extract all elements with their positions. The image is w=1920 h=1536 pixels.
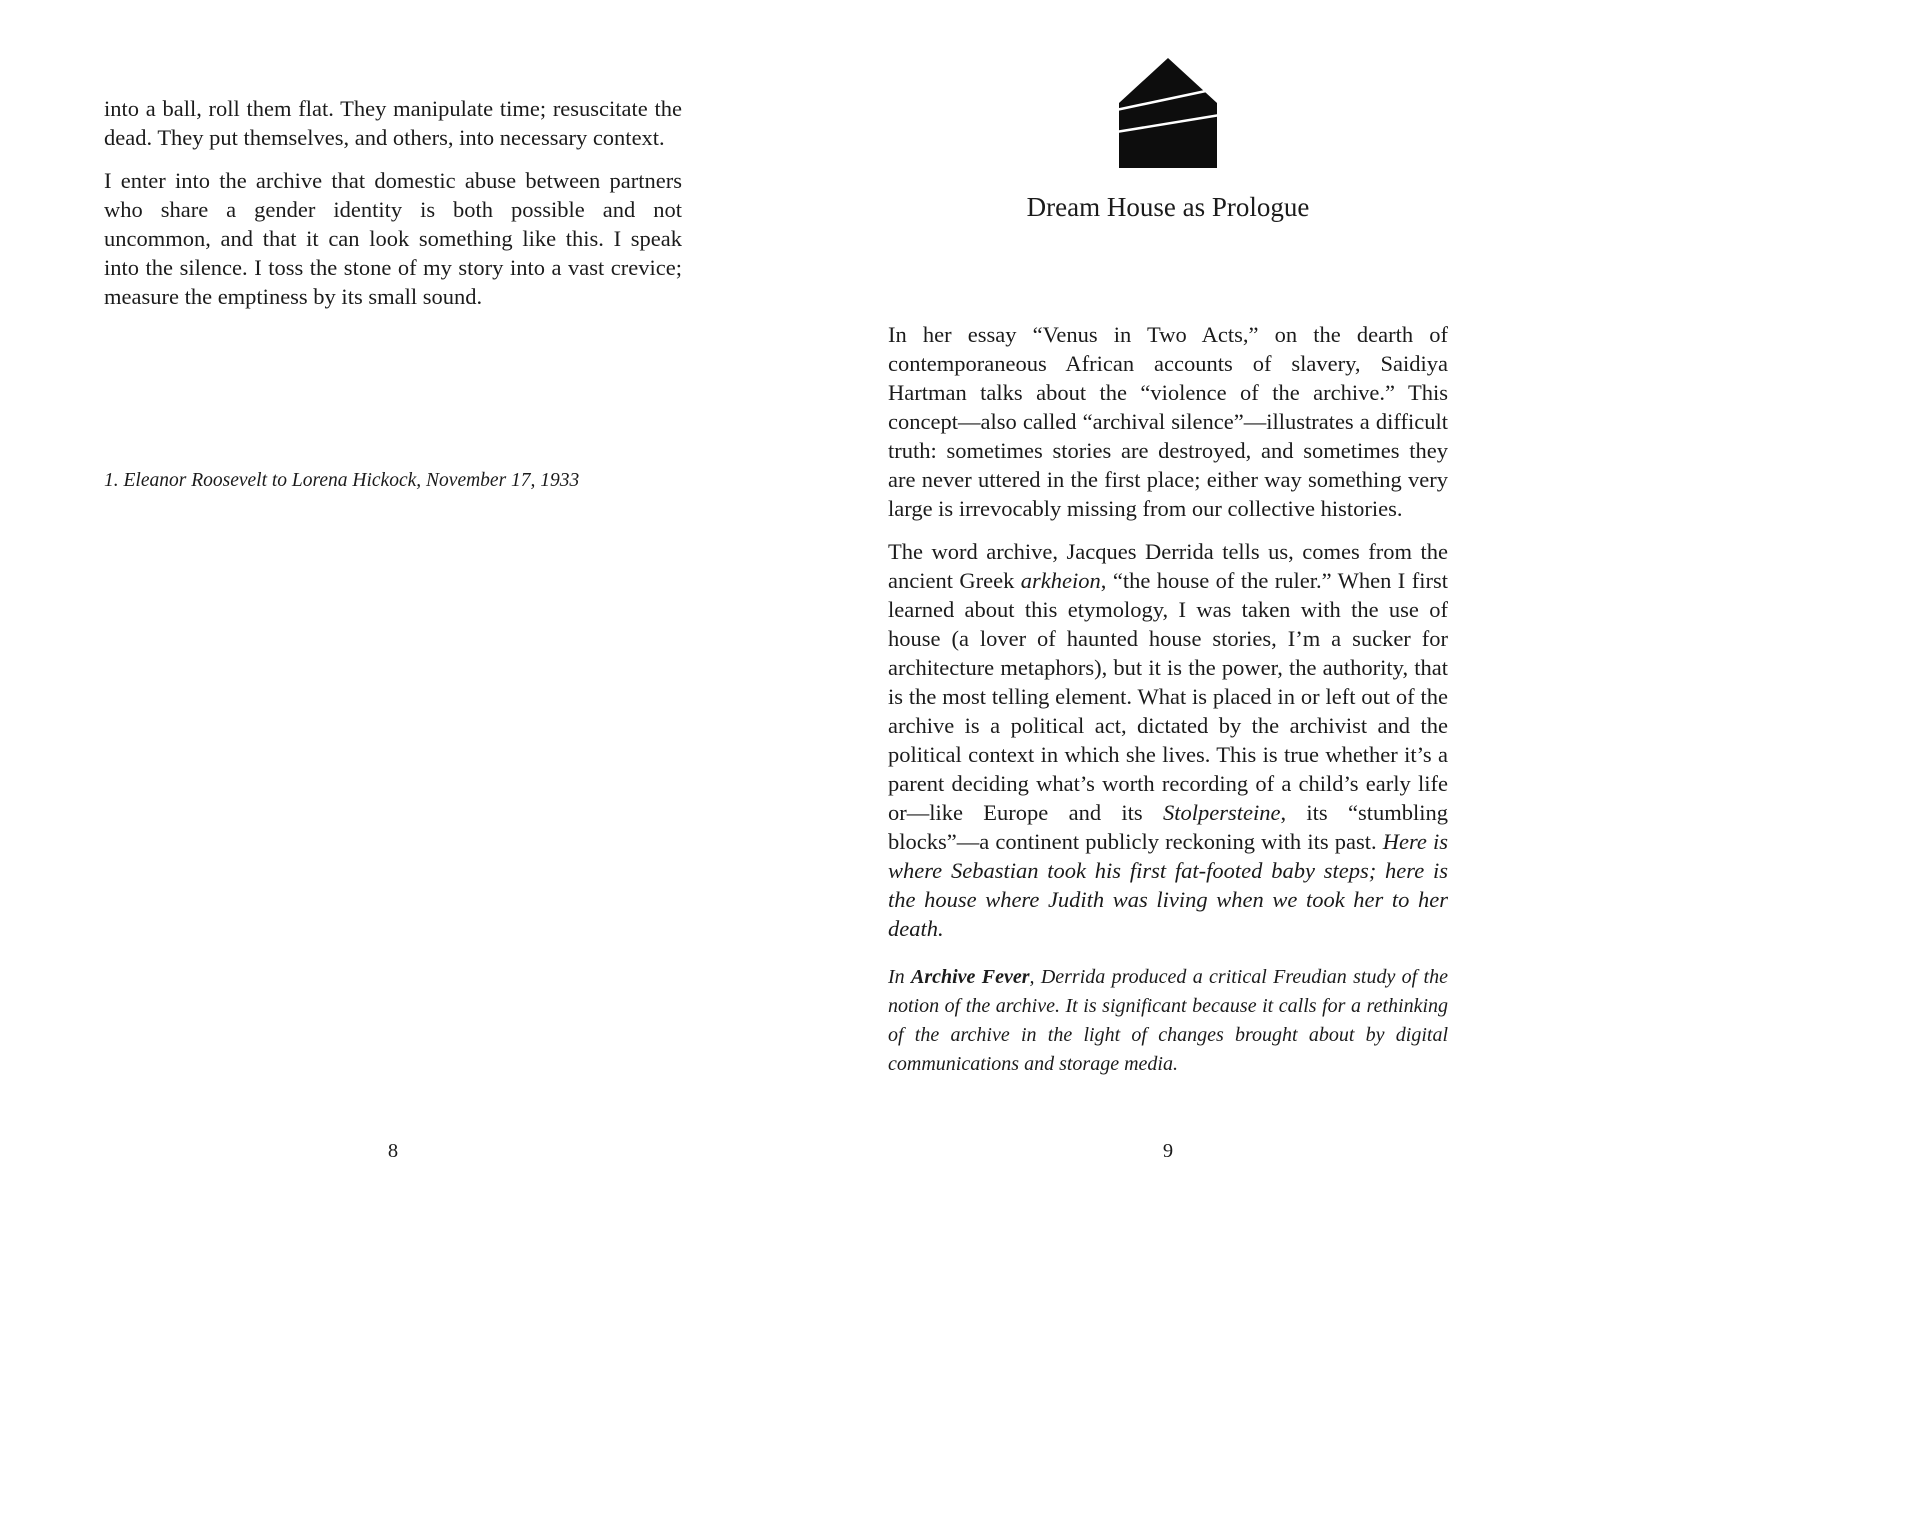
text-run: In her essay “Venus in Two Acts,” on the dearth of contemporaneous African accounts of slavery, Saidiya Hartman talks about the “violence of the archive.” This concept—also called “archival silence”—illustrates a difficult truth: sometimes stories are destroyed, and sometimes they are never uttered in the first place; either way something very large is irrevocably missing from our collective histories. [888, 322, 1448, 521]
chapter-icon-container [888, 58, 1448, 173]
text-run: , “the house of the ruler.” When I first learned about this etymology, I was taken with the use of house (a lover of haunted house stories, I’m a sucker for architecture metaphors), but it is the power, the authority, that is the most telling element. What is placed in or left out of the archive is a political act, dictated by the archivist and the political context in which she lives. This is true whether it’s a parent deciding what’s worth recording of a child’s early life or—like Europe and its [888, 568, 1448, 825]
text-run: arkheion [1020, 568, 1101, 593]
chapter-title: Dream House as Prologue [1026, 192, 1310, 222]
text-run: In [888, 966, 911, 988]
paragraph [104, 166, 682, 311]
left-page-body-text [104, 94, 682, 311]
dream-house-icon [1112, 58, 1224, 168]
right-page [800, 0, 1920, 1536]
text-run: , its “stumbling blocks”—a continent publicly reckoning with its past. [888, 800, 1448, 854]
right-page-footnote [888, 963, 1448, 1079]
text-run: Archive Fever [910, 966, 1030, 988]
right-page-body [888, 320, 1448, 1079]
right-page-body-text [888, 320, 1448, 943]
text-run: The word archive, Jacques Derrida tells us, comes from the ancient Greek [888, 539, 1448, 593]
left-page-number: 8 [387, 1140, 399, 1162]
left-page [0, 0, 800, 1536]
text-run: into a ball, roll them flat. They manipulate time; resuscitate the dead. They put themselves, and others, into necessary context. [104, 96, 682, 150]
text-run: Stolpersteine [1162, 800, 1281, 825]
right-page-number: 9 [1162, 1140, 1174, 1162]
text-run: , Derrida produced a critical Freudian study of the notion of the archive. It is significant because it calls for a rethinking of the archive in the light of changes brought about by digital communications and storage media. [888, 966, 1448, 1075]
paragraph [104, 94, 682, 152]
text-run: Here is where Sebastian took his first fat-footed baby steps; here is the house where Judith was living when we took her to her death. [888, 829, 1449, 941]
left-page-footnote: 1. Eleanor Roosevelt to Lorena Hickock, November 17, 1933 [104, 470, 580, 491]
paragraph [888, 320, 1448, 523]
paragraph [888, 537, 1448, 943]
text-run: I enter into the archive that domestic abuse between partners who share a gender identity is both possible and not uncommon, and that it can look something like this. I speak into the silence. I toss the stone of my story into a vast crevice; measure the emptiness by its small sound. [104, 168, 682, 309]
